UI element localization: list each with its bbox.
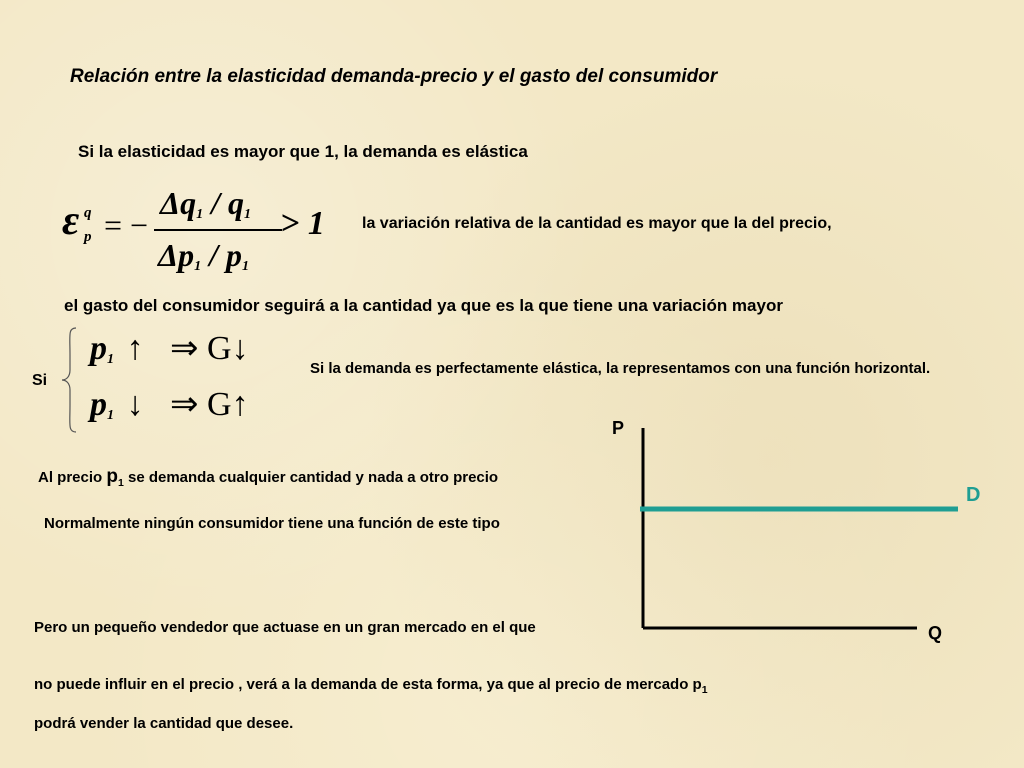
slide-title: Relación entre la elasticidad demanda-precio y el gasto del consumidor: [70, 66, 718, 87]
al-precio-text: Al precio $p_1$ se demanda cualquier cantidad y nada a otro precio: [38, 466, 499, 489]
formula-numerator: $\Delta q_1 / q_1$: [160, 185, 251, 222]
epsilon-sub: p: [84, 229, 92, 245]
case-price-down: $p_1$ ↓ ⇒ G↑: [90, 386, 249, 423]
demand-line-svg: [640, 500, 960, 520]
gasto-text: el gasto del consumidor seguirá a la cantidad ya que es la que tiene una variación mayor: [64, 296, 783, 315]
brace-icon: [60, 325, 80, 435]
demand-graph: [630, 420, 930, 640]
podra-text: podrá vender la cantidad que desee.: [34, 715, 294, 732]
epsilon-symbol: ε: [62, 198, 80, 244]
equals-minus: = −: [104, 207, 149, 243]
case-price-up: $p_1$ ↑ ⇒ G↓: [90, 330, 249, 367]
perfect-elastic-text: Si la demanda es perfectamente elástica, la representamos con una función horizontal.: [310, 360, 931, 377]
arrow-down-icon: ↓: [231, 330, 249, 367]
formula-denominator: $\Delta p_1 / p_1$: [158, 237, 249, 274]
si-label: Si: [32, 372, 48, 389]
demand-label: D: [966, 484, 981, 506]
normalmente-text: Normalmente ningún consumidor tiene una función de este tipo: [44, 515, 500, 532]
variation-text: la variación relativa de la cantidad es mayor que la del precio,: [362, 215, 832, 232]
y-axis-label: P: [612, 418, 625, 438]
no-puede-text: no puede influir en el precio , verá a la demanda de esta forma, ya que al precio de mercado $p_1$: [34, 676, 708, 696]
greater-than-one: > 1: [280, 205, 325, 242]
epsilon-sup: q: [84, 205, 92, 221]
elastic-statement: Si la elasticidad es mayor que 1, la demanda es elástica: [78, 142, 528, 161]
arrow-down-icon: ↓: [126, 386, 144, 423]
arrow-up-icon: ↑: [231, 386, 249, 423]
elasticity-formula: [62, 185, 362, 280]
pero-text: Pero un pequeño vendedor que actuase en un gran mercado en el que: [34, 619, 536, 636]
arrow-up-icon: ↑: [126, 330, 144, 367]
x-axis-label: Q: [928, 623, 943, 643]
fraction-bar: [154, 229, 282, 231]
